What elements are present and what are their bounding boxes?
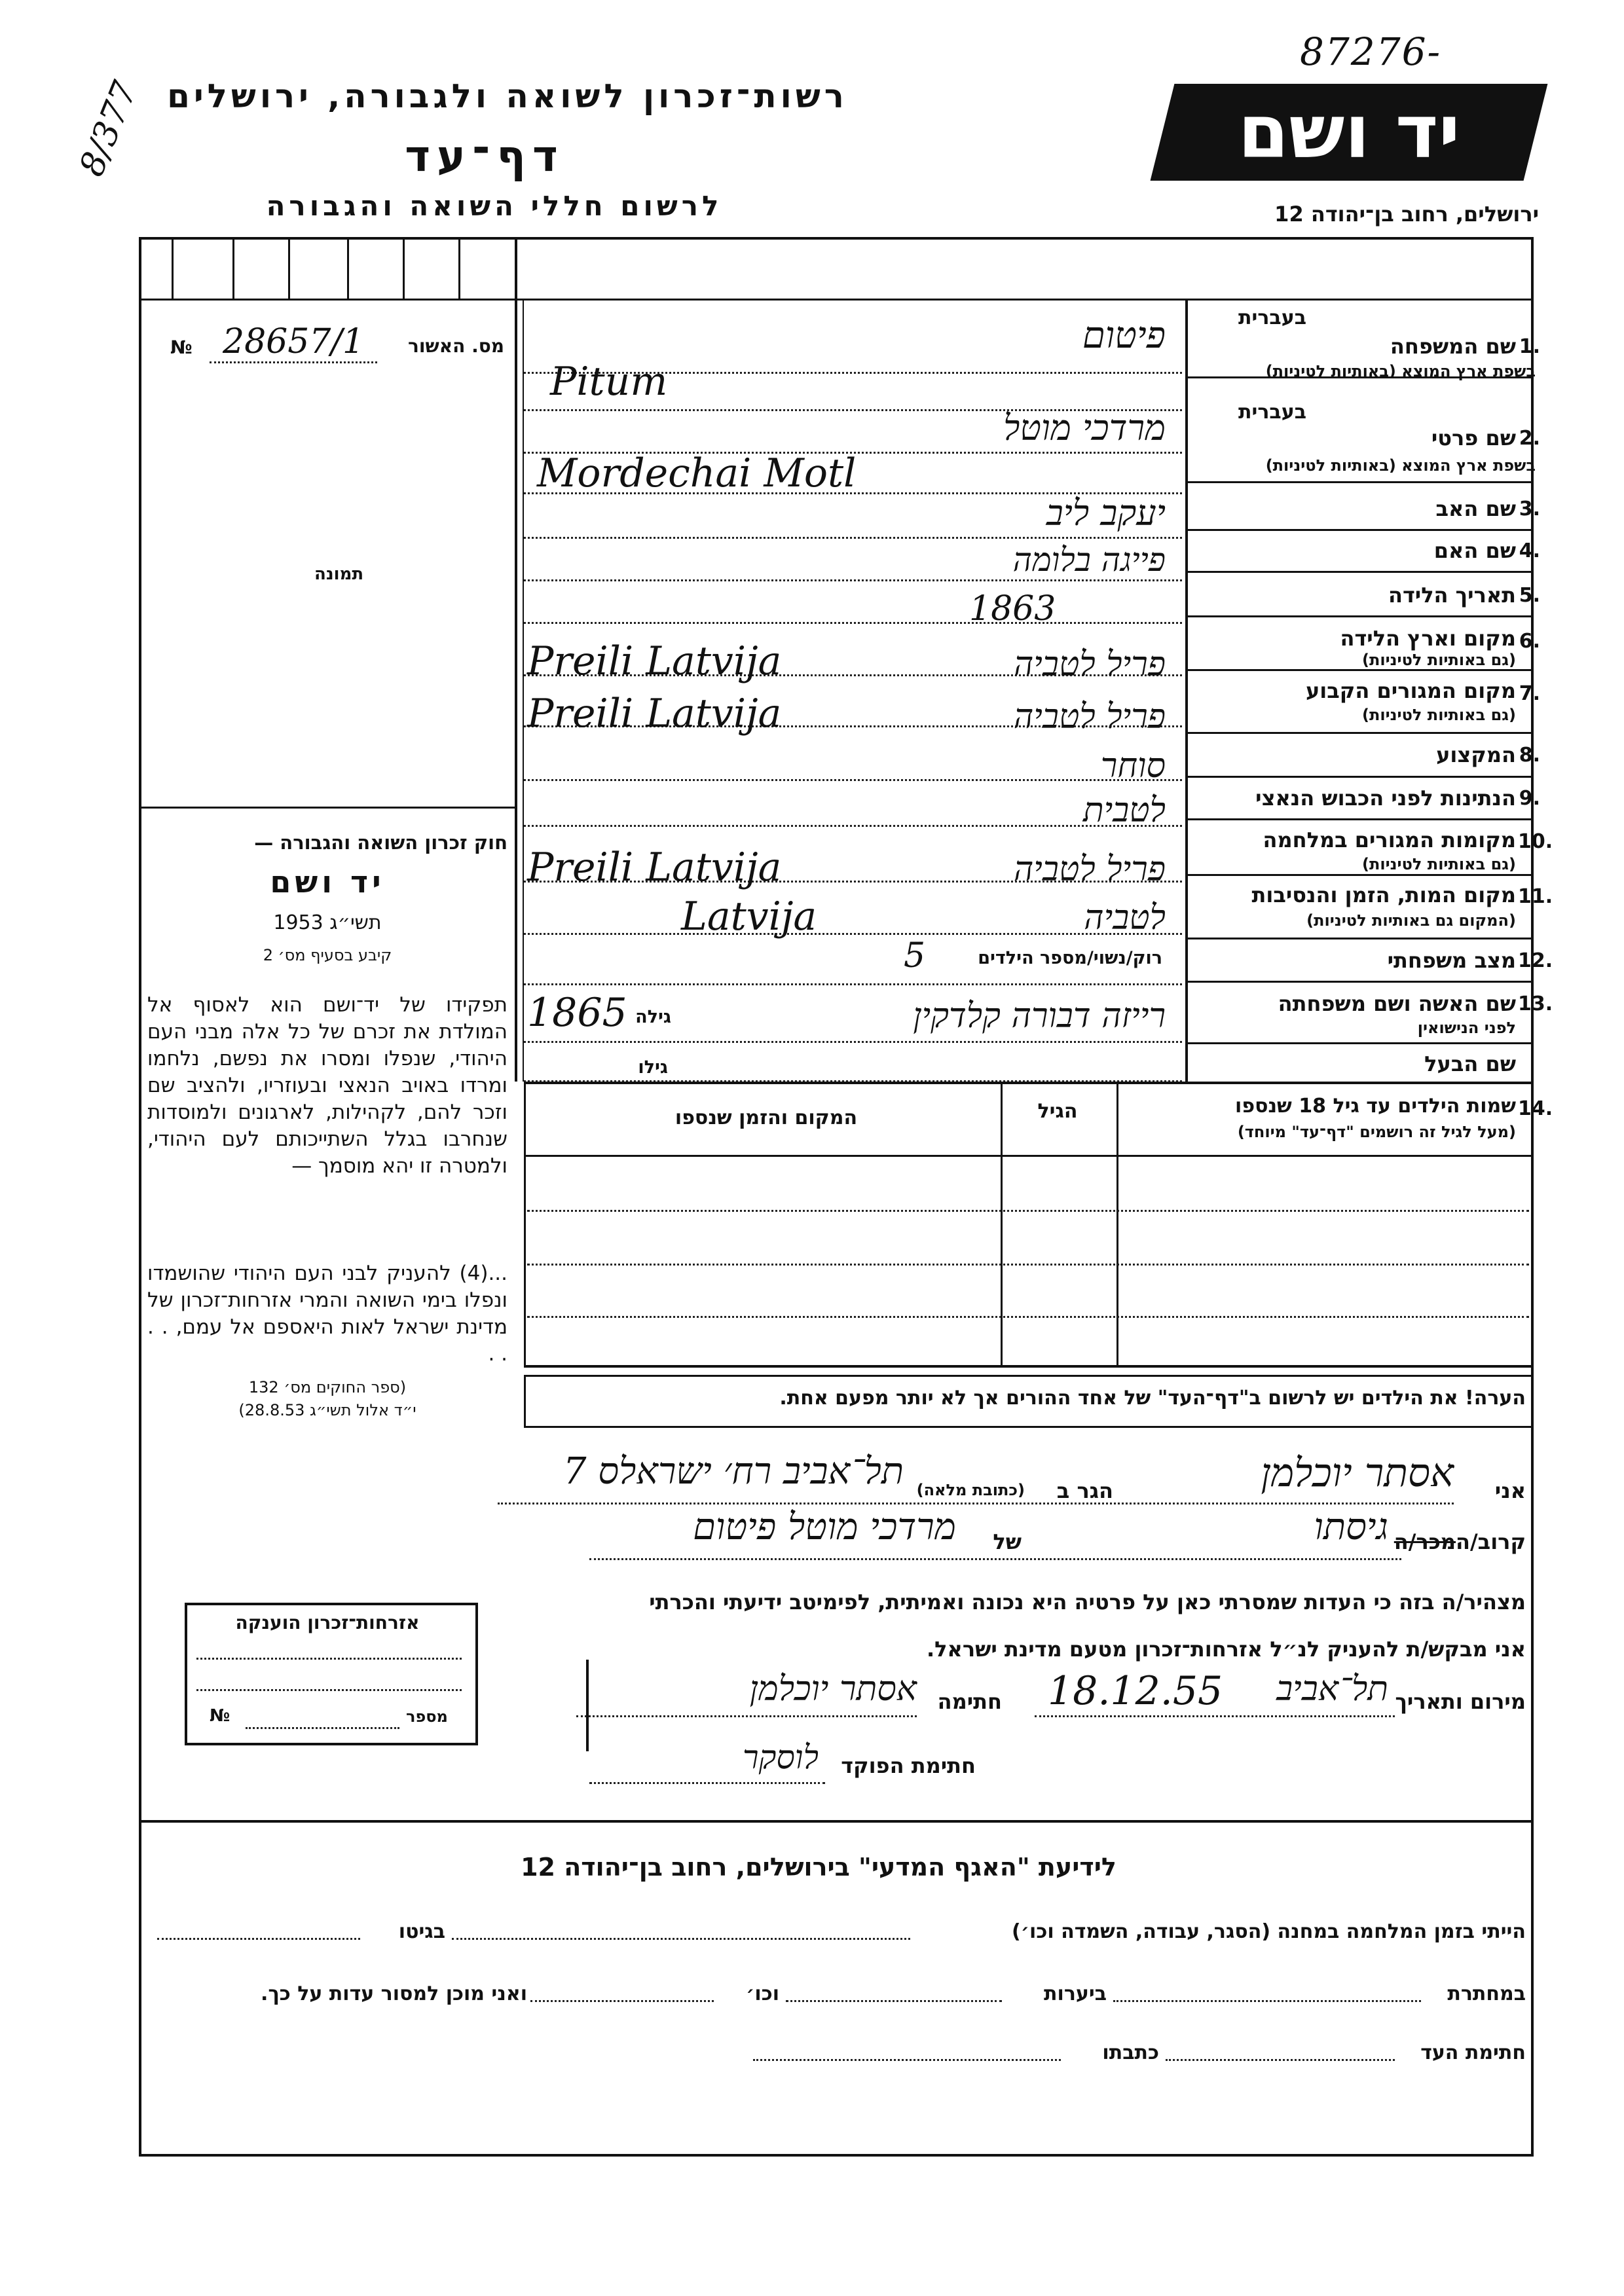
law-clause: קיבע בסעיף מס׳ 2 <box>263 946 392 964</box>
officer-label: חתימת הפוקד <box>841 1753 976 1778</box>
relation-of: של <box>993 1529 1022 1554</box>
officer-signature: לוסקר <box>743 1738 819 1776</box>
table-row-line <box>527 1210 1529 1212</box>
witness-signature: אסתר יוכלמן <box>749 1669 917 1709</box>
strip-divider <box>347 237 349 299</box>
hebrew-tag-1: בעברית <box>1238 306 1306 329</box>
row-line <box>1185 732 1531 734</box>
value-occupation: סוחר <box>1100 746 1166 786</box>
field-num-6: 6. <box>1519 630 1540 653</box>
entry-line <box>524 537 1182 539</box>
law-text: תפקידו של יד־ושם הוא לאסוף אל המולדת את זכרם של כל אלה מבני העם היהודי, שנפלו ומסרו את נפשם, נלחמו ומרדו באויב הנאצי ובעוזריו, ולהציב שם וזכר להם, לקהילות, לארגונים ולמוסדות שנחרבו בגלל השתייכותם לעם היהודי, ולמטרה זו יהא מוסמך — <box>147 993 507 1178</box>
frame-left <box>139 237 141 2157</box>
request: אני מבקש/ת להעניק לנ״ל אזרחות־זכרון מטעם מדינת ישראל. <box>927 1637 1526 1662</box>
row-line <box>1185 818 1531 820</box>
strip-divider <box>458 237 460 299</box>
relation-value: גיסתו <box>1314 1506 1388 1548</box>
table-top <box>524 1082 1531 1084</box>
table-bottom <box>524 1365 1531 1368</box>
form-subtitle: לרשום חללי השואה והגבורה <box>266 190 723 222</box>
info-section-top <box>139 1820 1534 1823</box>
sub-wife-name: לפני הנישואין <box>1417 1019 1516 1037</box>
wife-age: 1865 <box>527 990 627 1036</box>
label-death-place: מקום המות, הזמן והנסיבות <box>1251 883 1516 907</box>
relation-prefix <box>1393 1529 1526 1554</box>
sidebar-divider-2 <box>523 299 524 1082</box>
table-col-divider <box>1116 1082 1118 1365</box>
row-line <box>1185 481 1531 483</box>
strip-divider <box>232 237 234 299</box>
value-wartime-he: פריל לטביה <box>1013 850 1166 889</box>
field-num-2: 2. <box>1519 427 1540 450</box>
top-strip-line <box>139 299 1534 301</box>
victim-name: מרדכי מוטל פיטום <box>693 1506 956 1548</box>
field-num-14: 14. <box>1518 1097 1553 1120</box>
testimony-prefix: אני <box>1494 1478 1526 1503</box>
info-line2-underground: במחתרת <box>1447 1982 1526 2005</box>
entry-line <box>524 579 1182 581</box>
value-first-name-he: מרדכי מוטל <box>1003 407 1166 448</box>
cert-label: מס. האשור <box>408 335 504 357</box>
entry-line <box>589 1782 825 1784</box>
wife-age-label: גילה <box>635 1007 671 1027</box>
certificate-row <box>170 322 504 367</box>
field-num-3: 3. <box>1519 498 1540 520</box>
row-line <box>1185 1042 1531 1044</box>
row-line <box>1185 529 1531 531</box>
relation-prefix-text: קרוב/ה <box>1456 1529 1526 1554</box>
field-num-5: 5. <box>1519 584 1540 607</box>
sub-wartime-residence: (גם באותיות לטיניות) <box>1362 855 1516 873</box>
signature-bracket <box>586 1660 595 1751</box>
witness-address: תל־אביב רח׳ ישראלס 7 <box>563 1450 904 1493</box>
table-col-age: הגיל <box>1037 1100 1078 1123</box>
label-mother: שם האם <box>1433 538 1516 563</box>
value-wife-name: רייזה דבורה קלדקין <box>913 996 1166 1036</box>
field-num-13: 13. <box>1518 993 1553 1015</box>
cert-number: 28657/1 <box>210 322 377 363</box>
address-label: (כתובת מלאה) <box>916 1481 1025 1499</box>
label-column-divider <box>1185 299 1188 1082</box>
sign-date: 18.12.55 <box>1048 1668 1223 1714</box>
yad-vashem-logo <box>1151 84 1548 181</box>
value-family-name-latin: Pitum <box>550 359 668 405</box>
entry-line <box>753 2059 1061 2061</box>
header-address: ירושלים, רחוב בן־יהודה 12 <box>1274 202 1539 227</box>
value-residence-latin: Preili Latvija <box>527 691 782 737</box>
authority-line: רשות־זכרון לשואה ולגבורה, ירושלים <box>167 77 848 115</box>
row-line <box>1185 669 1531 671</box>
note-text: הערה! את הילדים יש לרשום ב"דף־העד" של אחד ההורים אך לא יותר מפעם אחת. <box>779 1387 1526 1410</box>
witness-name: אסתר יוכלמן <box>1261 1450 1454 1496</box>
label-husband-name: שם הבעל <box>1424 1051 1516 1076</box>
entry-line <box>524 1041 1182 1043</box>
citizenship-box-title: אזרחות־זכרון הוענקה <box>235 1612 420 1633</box>
entry-line <box>1035 1715 1395 1717</box>
table-header-bottom <box>524 1155 1531 1157</box>
frame-right <box>1531 237 1534 2157</box>
row-line <box>1185 615 1531 617</box>
strip-divider <box>288 237 290 299</box>
entry-line <box>524 983 1182 985</box>
field-num-10: 10. <box>1518 830 1553 853</box>
sub-family-name: בשפת ארץ המוצא (באותיות לטיניות) <box>1265 362 1536 380</box>
place-date-label: מירום ותאריך <box>1395 1689 1526 1714</box>
label-birthplace: מקום וארץ הלידה <box>1340 626 1516 651</box>
sidebar-divider <box>515 237 517 1082</box>
value-death-latin: Latvija <box>681 894 817 939</box>
label-marital-status: מצב משפחתי <box>1387 948 1516 973</box>
row-line <box>1185 571 1531 573</box>
table-col-names-sub: (מעל לגיל זה רושמים "דף־עד" מיוחד) <box>1237 1123 1516 1141</box>
value-nationality: לטבית <box>1082 791 1166 830</box>
info-line2-etc: וכו׳ <box>746 1982 779 2005</box>
testimony-lives-in: הגר ב <box>1056 1478 1113 1503</box>
label-birthdate: תאריך הלידה <box>1388 583 1516 608</box>
law-text-2: ...(4) להעניק לבני העם היהודי שהושמדו ונפלו בימי השואה והמרי אזרחות־זכרון של מדינת ישראל לאות היאספם אל עמם, . . . . <box>147 1262 507 1366</box>
value-birthplace-he: פריל לטביה <box>1013 645 1166 684</box>
archive-number: 87276- <box>1300 29 1442 74</box>
value-residence-he: פריל לטביה <box>1013 697 1166 737</box>
info-line2-ready: ואני מוכן למסור עדות על כך. <box>261 1982 527 2005</box>
frame-bottom <box>139 2154 1534 2157</box>
table-left <box>524 1082 526 1365</box>
info-line3-witness-sig: חתימת העד <box>1420 2041 1526 2064</box>
entry-line <box>786 2000 1002 2002</box>
hebrew-tag-2: בעברית <box>1238 401 1306 424</box>
info-line1-camp: הייתי בזמן המלחמה במחנה (הסגר, עבודה, השמדה וכו׳) <box>1012 1920 1526 1943</box>
logo-text: יד ושם <box>1238 90 1460 175</box>
label-residence: מקום המגורים הקבוע <box>1305 678 1516 703</box>
law-source: (ספר החוקים מס׳ 132 <box>248 1378 407 1396</box>
label-father: שם האב <box>1435 496 1516 521</box>
entry-line <box>1166 2059 1395 2061</box>
field-num-8: 8. <box>1519 744 1540 767</box>
field-num-4: 4. <box>1519 539 1540 562</box>
sign-place: תל־אביב <box>1276 1669 1388 1709</box>
value-birthplace-latin: Preili Latvija <box>527 638 782 684</box>
box-line <box>196 1689 462 1691</box>
label-nationality: הנתינות לפני הכבוש הנאצי <box>1255 786 1516 811</box>
entry-line <box>524 622 1182 624</box>
row-line <box>1185 874 1531 876</box>
entry-line <box>530 2000 714 2002</box>
sidebar-section-line <box>139 807 515 809</box>
cert-prefix: № <box>170 337 193 358</box>
table-row-line <box>527 1264 1529 1266</box>
label-wartime-residence: מקומות המגורים במלחמה <box>1263 828 1516 852</box>
children-count: 5 <box>904 936 926 975</box>
info-line1-ghetto: בגיטו <box>398 1920 445 1943</box>
value-birthdate: 1863 <box>969 589 1056 629</box>
relation-strike: מכר/ה <box>1393 1529 1456 1554</box>
entry-line <box>157 1938 360 1940</box>
citizenship-number-prefix: № <box>210 1706 231 1726</box>
note-left <box>524 1375 526 1428</box>
table-col-place: המקום והזמן שנספו <box>674 1106 858 1129</box>
sub-death-place: (המקום גם באותיות לטיניות) <box>1306 911 1516 930</box>
note-bottom <box>524 1426 1531 1428</box>
box-line <box>246 1727 399 1729</box>
sub-birthplace: (גם באותיות לטיניות) <box>1362 651 1516 669</box>
field-num-7: 7. <box>1519 682 1540 705</box>
photo-label: תמונה <box>314 564 364 584</box>
label-wife-name: שם האשה ושם משפחתה <box>1278 991 1516 1016</box>
field-num-9: 9. <box>1519 787 1540 810</box>
entry-line <box>589 1558 1401 1560</box>
margin-note: 8/377 <box>72 76 145 182</box>
citizenship-number-label: מספר <box>406 1707 448 1726</box>
entry-line <box>576 1715 917 1717</box>
children-count-label: רוק/נשוי/מספר הילדים <box>978 948 1162 968</box>
info-line2-forests: ביערות <box>1044 1982 1107 2005</box>
table-col-divider <box>1001 1082 1003 1365</box>
info-line3-address: כתבתו <box>1102 2041 1159 2064</box>
sub-first-name: בשפת ארץ המוצא (באותיות לטיניות) <box>1265 456 1536 475</box>
entry-line <box>1113 2000 1421 2002</box>
note-top <box>524 1375 1531 1377</box>
value-family-name-he: פיטום <box>1082 314 1166 357</box>
value-wartime-latin: Preili Latvija <box>527 845 782 890</box>
box-line <box>196 1658 462 1660</box>
info-title: לידיעת "האגף המדעי" בירושלים, רחוב בן־יהודה 12 <box>521 1853 1116 1882</box>
signature-label: חתימה <box>937 1689 1002 1714</box>
label-first-name: שם פרטי <box>1431 426 1516 450</box>
declaration: מצהיר/ה בזה כי העדות שמסרתי כאן על פרטיה היא נכונה ואמיתית, לפימיטב ידיעתי והכרתי <box>649 1590 1526 1614</box>
label-occupation: המקצוע <box>1436 742 1516 767</box>
value-mother: פייגה בלומה <box>1012 541 1166 579</box>
label-family-name: שם המשפחה <box>1390 334 1516 359</box>
entry-line <box>498 1503 1454 1504</box>
strip-divider <box>403 237 405 299</box>
table-col-names: שמות הילדים עד גיל 18 שנספו <box>1235 1095 1516 1118</box>
husband-age-label: גילו <box>638 1057 668 1078</box>
entry-line <box>452 1938 910 1940</box>
row-line <box>1185 776 1531 778</box>
row-line <box>1185 938 1531 939</box>
law-name: יד ושם <box>270 864 385 900</box>
law-title: חוק זכרון השואה והגבורה — <box>254 831 507 854</box>
sub-residence: (גם באותיות לטיניות) <box>1362 706 1516 724</box>
value-first-name-latin: Mordechai Motl <box>537 450 857 496</box>
form-title: דף־עד <box>405 131 564 181</box>
value-father: יעקב ליב <box>1046 492 1166 534</box>
law-year: תשי״ג 1953 <box>273 911 382 934</box>
strip-divider <box>172 237 174 299</box>
table-row-line <box>527 1316 1529 1318</box>
field-num-1: 1. <box>1519 335 1540 358</box>
row-line <box>1185 981 1531 983</box>
value-death-he: לטביה <box>1084 898 1166 938</box>
field-num-12: 12. <box>1518 949 1553 972</box>
field-num-11: 11. <box>1518 885 1553 908</box>
law-date: י״ד אלול תשי״ג 28.8.53) <box>238 1401 416 1419</box>
